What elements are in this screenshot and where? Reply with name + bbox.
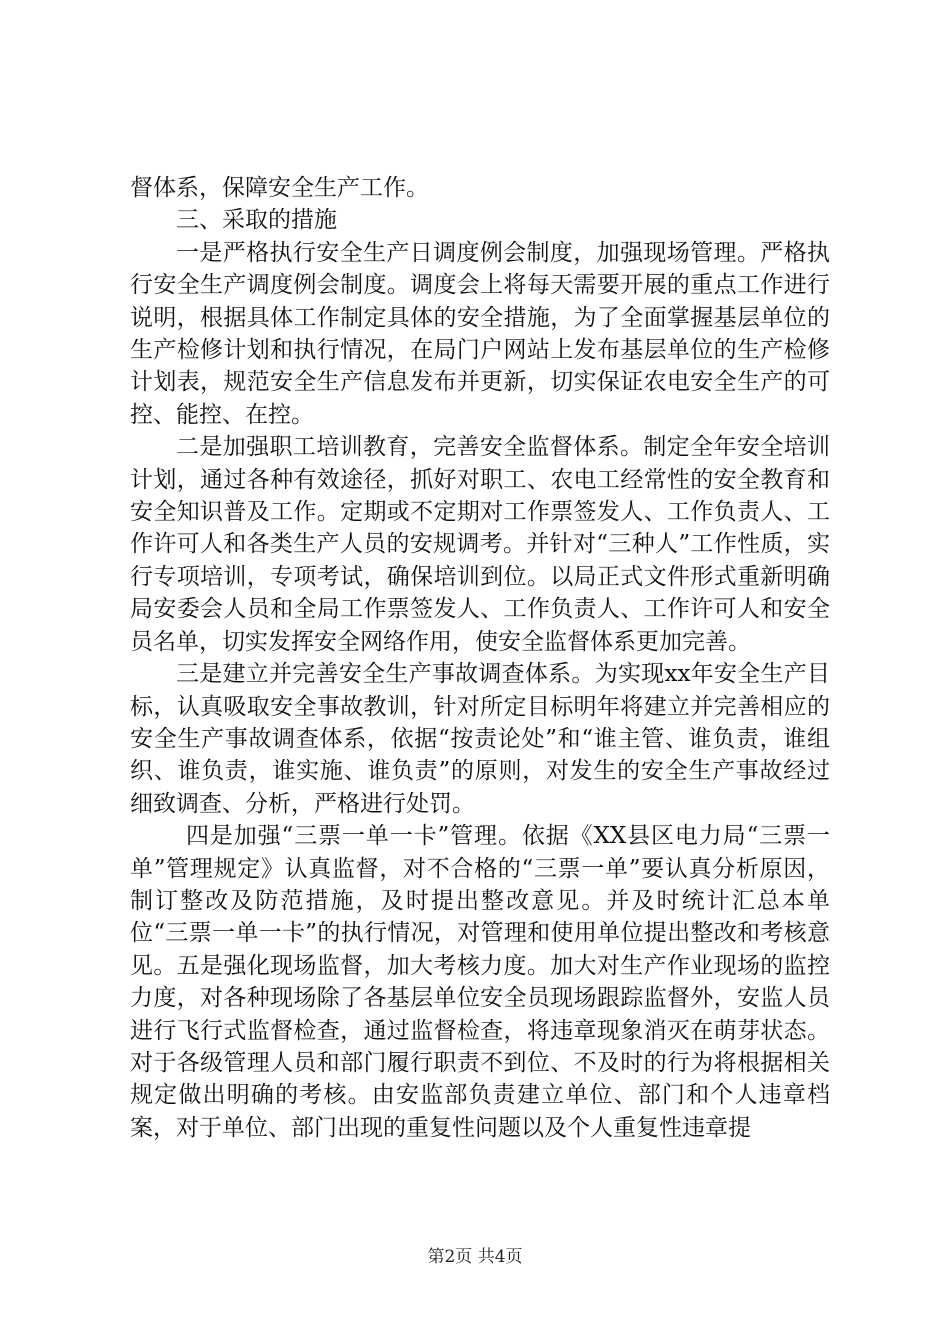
section-heading: 三、采取的措施 [176,207,337,234]
paragraph-measure-2: 二是加强职工培训教育，完善安全监督体系。制定全年安全培训计划，通过各种有效途径，抓好对职工、农电工经常性的安全教育和安全知识普及工作。定期或不定期对工作票签发人、工作负责人、工作许可人和各类生产人员的安规调考。并针对“三种人”工作性质，实行专项培训，专项考试，确保培训到位。以局正式文件形式重新明确局安委会人员和全局工作票签发人、工作负责人、工作许可人和安全员名单，切实发挥安全网络作用，使安全监督体系更加完善。 [130,434,830,655]
paragraph-measure-3: 三是建立并完善安全生产事故调查体系。为实现xx年安全生产目标，认真吸取安全事故教训，针对所定目标明年将建立并完善相应的安全生产事故调查体系，依据“按责论处”和“谁主管、谁负责，谁组织、谁负责，谁实施、谁负责”的原则，对发生的安全生产事故经过细致调查、分析，严格进行处罚。 [130,661,830,817]
document-body [130,172,830,1144]
paragraph-measure-1: 一是严格执行安全生产日调度例会制度，加强现场管理。严格执行安全生产调度例会制度。调度会上将每天需要开展的重点工作进行说明，根据具体工作制定具体的安全措施，为了全面掌握基层单位的生产检修计划和执行情况，在局门户网站上发布基层单位的生产检修计划表，规范安全生产信息发布并更新，切实保证农电安全生产的可控、能控、在控。 [130,239,830,428]
paragraph-continuation: 督体系，保障安全生产工作。 [130,175,429,201]
page-number-footer: 第2页 共4页 [427,1247,523,1267]
paragraph-measure-4: 四是加强“三票一单一卡”管理。依据《XX县区电力局“三票一单”管理规定》认真监督，对不合格的“三票一单”要认真分析原因，制订整改及防范措施，及时提出整改意见。并及时统计汇总本单位“三票一单一卡”的执行情况，对管理和使用单位提出整改和考核意见。五是强化现场监督，加大考核力度。加大对生产作业现场的监控力度，对各种现场除了各基层单位安全员现场跟踪监督外，安监人员进行飞行式监督检查，通过监督检查，将违章现象消灭在萌芽状态。对于各级管理人员和部门履行职责不到位、不及时的行为将根据相关规定做出明确的考核。由安监部负责建立单位、部门和个人违章档案，对于单位、部门出现的重复性问题以及个人重复性违章提 [130,823,830,1141]
